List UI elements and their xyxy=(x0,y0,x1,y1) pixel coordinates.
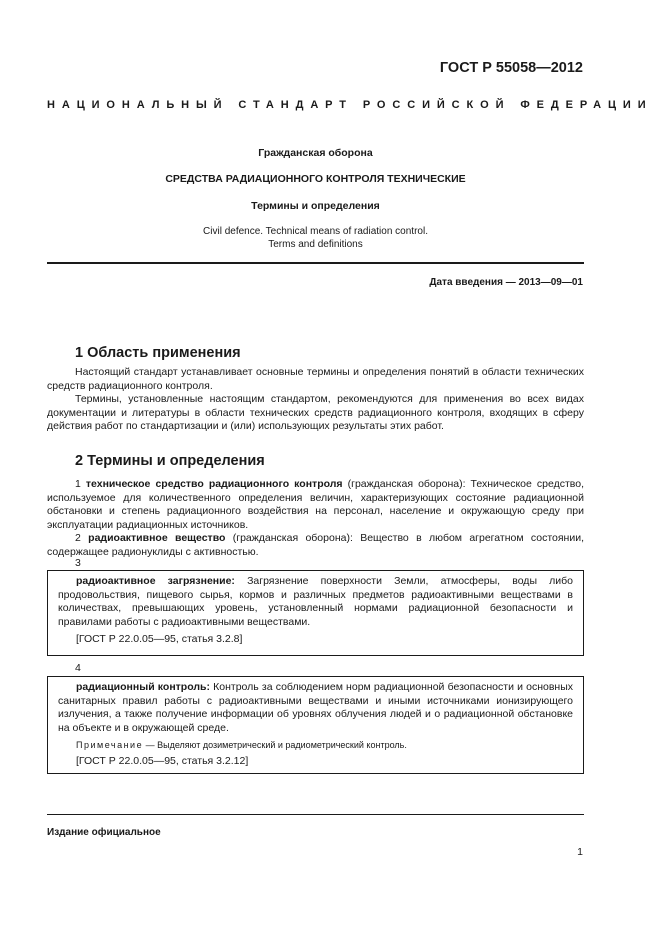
term-definition: (гражданская оборона): Техническое средство, используемое для количественного определения величин, характеризующих состояние радиационной обстановки и степень радиационного воздействия на персонал, население и окружающую среду при эксплуатации радиационных источников. xyxy=(47,478,585,531)
document-subtitle: Термины и определения xyxy=(251,200,380,212)
term-reference: [ГОСТ Р 22.0.05—95, статья 3.2.8] xyxy=(76,633,243,645)
term-entry-4 xyxy=(58,681,573,735)
english-title xyxy=(47,225,584,251)
scope-paragraph-1: Настоящий стандарт устанавливает основные термины и определения понятий в области технических средств радиационного контроля. xyxy=(47,366,584,392)
note-text: — Выделяют дозиметрический и радиометрический контроль. xyxy=(143,740,407,750)
term-number-4: 4 xyxy=(75,662,81,674)
note-label: Примечание xyxy=(76,740,144,750)
term-definition: Контроль за соблюдением норм радиационной безопасности и основных санитарных правил работы с радиоактивными веществами и иными источниками ионизирующего излучения, а также получение информации об уровнях облучения людей и о радиационной обстановке на объекте и в окружающей среде. xyxy=(58,681,574,734)
introduction-date: Дата введения — 2013—09—01 xyxy=(429,277,583,288)
term-entry-2 xyxy=(47,532,584,559)
term-note xyxy=(76,739,573,751)
scope-paragraph-2: Термины, установленные настоящим стандартом, рекомендуются для применения во всех видах документации и литературы в области технических средств радиационного контроля, входящих в сферу действия работ по стандартизации и (или) использующих результаты этих работ. xyxy=(47,393,584,432)
term-box-4 xyxy=(47,676,584,774)
title-category: Гражданская оборона xyxy=(258,147,373,159)
term-name: радиационный контроль: xyxy=(76,681,210,693)
section-heading-scope: 1 Область применения xyxy=(75,345,241,361)
header-divider xyxy=(47,262,584,264)
term-box-3 xyxy=(47,570,584,656)
term-number: 1 xyxy=(75,478,81,490)
term-reference: [ГОСТ Р 22.0.05—95, статья 3.2.12] xyxy=(76,755,249,767)
english-title-line2: Terms and definitions xyxy=(268,239,363,250)
footer-divider xyxy=(47,814,584,815)
document-code: ГОСТ Р 55058—2012 xyxy=(439,60,583,76)
national-standard-banner: НАЦИОНАЛЬНЫЙ СТАНДАРТ РОССИЙСКОЙ ФЕДЕРАЦИИ xyxy=(47,99,653,111)
section-heading-terms: 2 Термины и определения xyxy=(75,453,265,469)
term-name: радиоактивное загрязнение: xyxy=(76,575,235,587)
english-title-line1: Civil defence. Technical means of radiation control. xyxy=(203,226,428,237)
term-definition: (гражданская оборона): Вещество в любом агрегатном состоянии, содержащее радионуклиды с активностью. xyxy=(47,532,584,558)
term-entry-3 xyxy=(58,575,573,629)
document-title: СРЕДСТВА РАДИАЦИОННОГО КОНТРОЛЯ ТЕХНИЧЕСКИЕ xyxy=(165,173,466,185)
term-name: техническое средство радиационного контроля xyxy=(85,478,343,490)
term-definition: Загрязнение поверхности Земли, атмосферы, воды либо продовольствия, пищевого сырья, кормов и различных предметов радиоактивными веществами в количествах, превышающих уровень, установленный нормами радиационной безопасности и правилами работы с радиоактивными веществами. xyxy=(58,575,573,628)
official-edition-label: Издание официальное xyxy=(47,827,161,838)
term-number: 2 xyxy=(75,532,81,544)
page-number: 1 xyxy=(577,846,583,858)
term-number-3: 3 xyxy=(75,557,81,569)
term-entry-1 xyxy=(47,478,584,532)
term-name: радиоактивное вещество xyxy=(88,532,226,544)
